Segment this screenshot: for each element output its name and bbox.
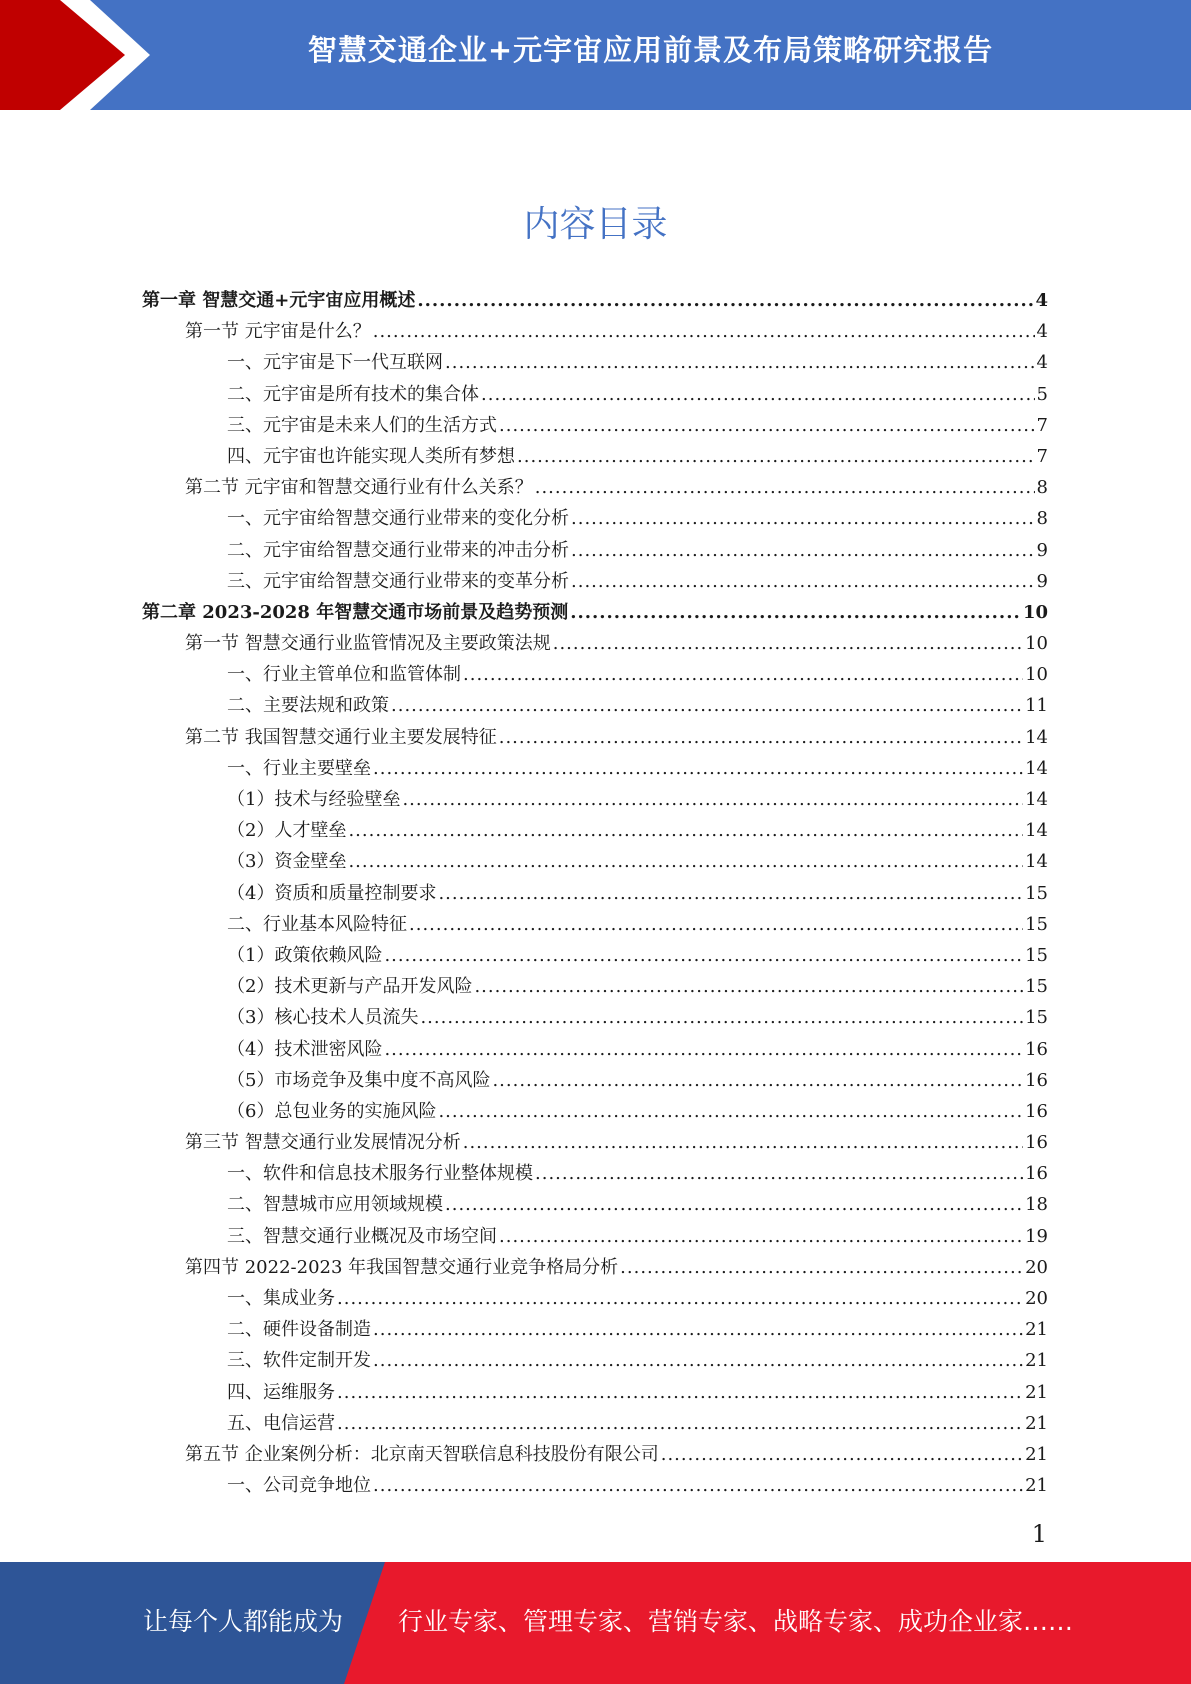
toc-section-entry[interactable]	[142, 473, 1048, 504]
toc-dot-leader	[553, 633, 1023, 654]
toc-entry-label: 二、元宇宙是所有技术的集合体	[227, 383, 479, 405]
toc-entry-page: 16	[1025, 1069, 1048, 1091]
toc-dot-leader	[571, 540, 1035, 561]
report-title: 智慧交通企业+元宇宙应用前景及布局策略研究报告	[307, 33, 994, 67]
toc-entry-page: 10	[1025, 664, 1048, 686]
toc-entry-page: 20	[1025, 1288, 1048, 1309]
header-banner	[0, 0, 1191, 110]
toc-entry-page: 21	[1025, 1443, 1048, 1465]
toc-dot-leader	[420, 1007, 1023, 1028]
toc-dot-leader	[492, 1070, 1023, 1091]
toc-dot-leader	[417, 290, 1033, 311]
toc-entry-label: （4）技术泄密风险	[227, 1038, 383, 1060]
toc-dot-leader	[373, 1319, 1023, 1340]
toc-subsection-entry[interactable]	[142, 1471, 1048, 1502]
toc-entry-page: 21	[1025, 1381, 1048, 1403]
toc-section-entry[interactable]	[142, 317, 1048, 348]
toc-entry-page: 16	[1025, 1038, 1048, 1060]
toc-entry-label: 二、智慧城市应用领域规模	[227, 1194, 443, 1216]
toc-entry-label: 三、软件定制开发	[227, 1350, 371, 1372]
toc-entry-label: 第二节 元宇宙和智慧交通行业有什么关系？	[185, 477, 533, 499]
toc-dot-leader	[474, 976, 1023, 997]
toc-subsection-entry[interactable]	[142, 941, 1048, 972]
toc-subsection-entry[interactable]	[142, 785, 1048, 816]
toc-entry-page: 21	[1025, 1412, 1048, 1434]
toc-entry-label: 第四节 2022-2023 年我国智慧交通行业竞争格局分析	[185, 1256, 619, 1278]
toc-dot-leader	[499, 415, 1035, 436]
toc-entry-page: 16	[1025, 1163, 1048, 1185]
toc-subsection-entry[interactable]	[142, 1409, 1048, 1440]
toc-entry-page: 7	[1036, 414, 1048, 436]
toc-entry-label: 第三节 智慧交通行业发展情况分析	[185, 1132, 461, 1154]
toc-entry-label: 一、行业主管单位和监管体制	[227, 664, 461, 686]
toc-entry-page: 7	[1036, 445, 1048, 467]
toc-entry-page: 8	[1036, 477, 1048, 499]
toc-entry-page: 21	[1025, 1475, 1048, 1497]
toc-entry-label: 一、元宇宙是下一代互联网	[227, 352, 443, 374]
toc-dot-leader	[445, 352, 1035, 373]
toc-subsection-entry[interactable]	[142, 816, 1048, 847]
toc-entry-page: 5	[1036, 383, 1048, 405]
toc-dot-leader	[481, 384, 1035, 405]
toc-entry-label: 五、电信运营	[227, 1412, 335, 1434]
page-number: 1	[1031, 1520, 1047, 1548]
toc-subsection-entry[interactable]	[142, 567, 1048, 598]
toc-entry-page: 4	[1035, 290, 1048, 311]
footer-expert-list: 行业专家、管理专家、营销专家、战略专家、成功企业家……	[398, 1607, 1074, 1636]
toc-entry-label: （1）技术与经验壁垒	[227, 789, 401, 810]
toc-section-entry[interactable]	[142, 629, 1048, 660]
toc-entry-page: 4	[1036, 352, 1048, 374]
toc-entry-page: 10	[1022, 601, 1048, 623]
toc-entry-label: （1）政策依赖风险	[227, 944, 383, 966]
toc-entry-label: 二、主要法规和政策	[227, 695, 389, 717]
toc-entry-label: 一、软件和信息技术服务行业整体规模	[227, 1163, 533, 1185]
toc-entry-label: （2）人才壁垒	[227, 820, 347, 842]
toc-entry-page: 14	[1025, 726, 1048, 748]
footer-slogan: 让每个人都能成为	[143, 1607, 344, 1636]
toc-dot-leader	[445, 1194, 1023, 1215]
toc-entry-label: 三、元宇宙给智慧交通行业带来的变革分析	[227, 570, 569, 592]
toc-dot-leader	[384, 1039, 1023, 1060]
toc-entry-page: 9	[1036, 570, 1048, 592]
toc-dot-leader	[391, 695, 1023, 716]
toc-subsection-entry[interactable]	[142, 1190, 1048, 1221]
toc-dot-leader	[463, 1132, 1023, 1153]
toc-section-entry[interactable]	[142, 1253, 1048, 1284]
toc-subsection-entry[interactable]	[142, 1097, 1048, 1128]
toc-subsection-entry[interactable]	[142, 348, 1048, 379]
toc-dot-leader	[438, 883, 1023, 904]
toc-entry-page: 11	[1025, 695, 1048, 717]
toc-dot-leader	[517, 446, 1035, 467]
toc-entry-label: （6）总包业务的实施风险	[227, 1100, 437, 1122]
toc-subsection-entry[interactable]	[142, 442, 1048, 473]
toc-subsection-entry[interactable]	[142, 660, 1048, 691]
toc-entry-page: 15	[1025, 882, 1048, 904]
toc-subsection-entry[interactable]	[142, 1315, 1048, 1346]
toc-entry-page: 21	[1025, 1350, 1048, 1372]
toc-entry-label: （4）资质和质量控制要求	[227, 882, 437, 904]
toc-entry-label: 一、公司竞争地位	[227, 1475, 371, 1497]
toc-entry-page: 16	[1025, 1100, 1048, 1122]
toc-subsection-entry[interactable]	[142, 1066, 1048, 1097]
toc-entry-page: 20	[1025, 1256, 1048, 1278]
toc-dot-leader	[373, 1475, 1023, 1496]
toc-heading: 内容目录	[523, 204, 668, 245]
toc-entry-label: （5）市场竞争及集中度不高风险	[227, 1069, 491, 1091]
toc-section-entry[interactable]	[142, 1128, 1048, 1159]
toc-dot-leader	[373, 321, 1035, 342]
toc-subsection-entry[interactable]	[142, 1035, 1048, 1066]
toc-dot-leader	[571, 571, 1035, 592]
toc-entry-label: 第二节 我国智慧交通行业主要发展特征	[185, 726, 497, 748]
toc-subsection-entry[interactable]	[142, 847, 1048, 878]
toc-entry-page: 9	[1036, 539, 1048, 561]
toc-entry-label: 第二章 2023-2028 年智慧交通市场前景及趋势预测	[142, 601, 569, 623]
toc-entry-page: 14	[1025, 820, 1048, 842]
footer-banner	[0, 1562, 1191, 1684]
toc-entry-label: 第五节 企业案例分析：北京南天智联信息科技股份有限公司	[185, 1443, 659, 1465]
toc-entry-label: 二、行业基本风险特征	[227, 913, 407, 935]
toc-subsection-entry[interactable]	[142, 380, 1048, 411]
toc-chapter-entry[interactable]	[142, 286, 1048, 317]
toc-dot-leader	[348, 820, 1023, 841]
toc-dot-leader	[570, 602, 1021, 623]
toc-entry-label: 一、行业主要壁垒	[227, 757, 371, 779]
toc-entry-label: 一、集成业务	[227, 1288, 335, 1309]
toc-entry-page: 14	[1025, 789, 1048, 810]
toc-subsection-entry[interactable]	[142, 1284, 1048, 1315]
toc-dot-leader	[499, 727, 1023, 748]
toc-entry-page: 14	[1025, 757, 1048, 779]
toc-entry-page: 15	[1025, 976, 1048, 998]
toc-subsection-entry[interactable]	[142, 1159, 1048, 1190]
toc-subsection-entry[interactable]	[142, 691, 1048, 722]
toc-entry-page: 16	[1025, 1132, 1048, 1154]
toc-entry-page: 19	[1025, 1225, 1048, 1247]
toc-subsection-entry[interactable]	[142, 411, 1048, 442]
toc-dot-leader	[409, 914, 1023, 935]
toc-entry-page: 14	[1025, 851, 1048, 873]
toc-entry-page: 8	[1036, 508, 1048, 530]
toc-entry-label: 第一章 智慧交通+元宇宙应用概述	[142, 290, 416, 311]
toc-entry-page: 21	[1025, 1319, 1048, 1341]
toc-dot-leader	[438, 1101, 1023, 1122]
table-of-contents	[142, 286, 1048, 1502]
toc-subsection-entry[interactable]	[142, 1346, 1048, 1377]
toc-entry-page: 4	[1036, 321, 1048, 343]
toc-dot-leader	[620, 1257, 1023, 1278]
toc-entry-label: 四、运维服务	[227, 1381, 335, 1403]
toc-dot-leader	[348, 851, 1023, 872]
toc-dot-leader	[571, 508, 1035, 529]
toc-entry-page: 18	[1025, 1194, 1048, 1216]
toc-dot-leader	[499, 1226, 1023, 1247]
toc-subsection-entry[interactable]	[142, 754, 1048, 785]
toc-entry-label: 第一节 智慧交通行业监管情况及主要政策法规	[185, 633, 551, 655]
toc-entry-label: 二、元宇宙给智慧交通行业带来的冲击分析	[227, 539, 569, 561]
toc-section-entry[interactable]	[142, 1440, 1048, 1471]
toc-subsection-entry[interactable]	[142, 972, 1048, 1003]
toc-entry-label: 第一节 元宇宙是什么？	[185, 321, 371, 343]
toc-dot-leader	[535, 1163, 1023, 1184]
toc-entry-label: 一、元宇宙给智慧交通行业带来的变化分析	[227, 508, 569, 530]
toc-dot-leader	[535, 477, 1035, 498]
toc-dot-leader	[661, 1444, 1023, 1465]
toc-entry-label: 二、硬件设备制造	[227, 1319, 371, 1341]
toc-chapter-entry[interactable]	[142, 598, 1048, 629]
toc-dot-leader	[337, 1413, 1023, 1434]
toc-entry-label: （2）技术更新与产品开发风险	[227, 976, 473, 998]
toc-subsection-entry[interactable]	[142, 1222, 1048, 1253]
toc-dot-leader	[337, 1382, 1023, 1403]
toc-subsection-entry[interactable]	[142, 536, 1048, 567]
toc-entry-label: （3）核心技术人员流失	[227, 1007, 419, 1029]
toc-dot-leader	[402, 789, 1023, 810]
toc-entry-label: 四、元宇宙也许能实现人类所有梦想	[227, 445, 515, 467]
toc-dot-leader	[463, 664, 1023, 685]
toc-entry-page: 15	[1025, 944, 1048, 966]
toc-entry-label: （3）资金壁垒	[227, 851, 347, 873]
toc-subsection-entry[interactable]	[142, 1003, 1048, 1034]
toc-dot-leader	[384, 945, 1023, 966]
toc-entry-page: 10	[1025, 633, 1048, 655]
toc-subsection-entry[interactable]	[142, 504, 1048, 535]
toc-entry-page: 15	[1025, 1007, 1048, 1029]
toc-subsection-entry[interactable]	[142, 1378, 1048, 1409]
toc-entry-label: 三、元宇宙是未来人们的生活方式	[227, 414, 497, 436]
toc-dot-leader	[337, 1288, 1023, 1309]
toc-entry-label: 三、智慧交通行业概况及市场空间	[227, 1225, 497, 1247]
toc-section-entry[interactable]	[142, 723, 1048, 754]
toc-entry-page: 15	[1025, 913, 1048, 935]
toc-dot-leader	[373, 1350, 1023, 1371]
toc-dot-leader	[373, 758, 1023, 779]
toc-subsection-entry[interactable]	[142, 910, 1048, 941]
toc-subsection-entry[interactable]	[142, 879, 1048, 910]
